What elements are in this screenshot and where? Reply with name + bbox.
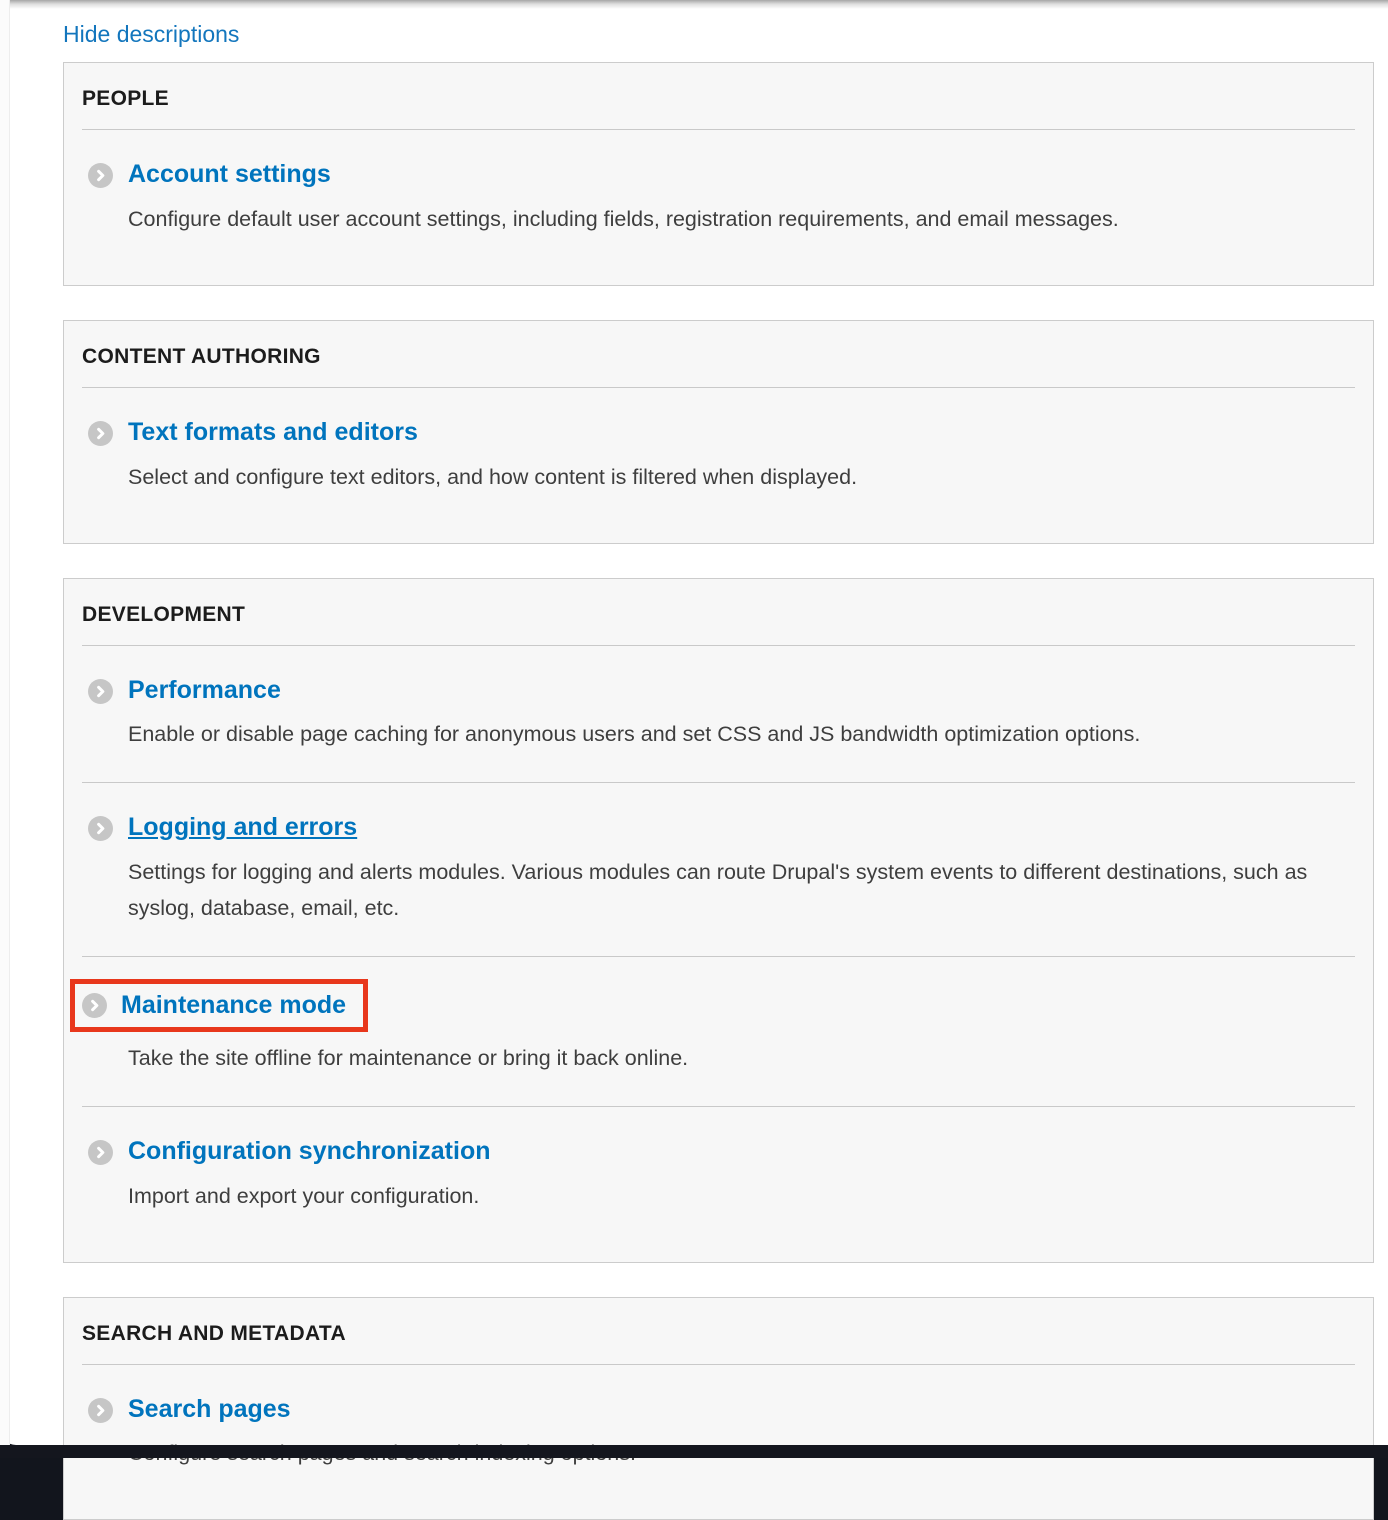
section-search-and-metadata xyxy=(63,1297,1374,1520)
item-body xyxy=(128,1395,1355,1472)
item-body xyxy=(128,418,1355,495)
config-item-account-settings xyxy=(82,130,1355,285)
text-formats-description: Select and configure text editors, and how content is filtered when displayed. xyxy=(128,459,1308,495)
hide-descriptions-link[interactable]: Hide descriptions xyxy=(63,21,239,48)
item-body xyxy=(128,160,1355,237)
chevron-right-circle-icon xyxy=(88,1398,113,1423)
section-people xyxy=(63,62,1374,286)
maintenance-mode-link[interactable]: Maintenance mode xyxy=(121,991,346,1020)
chevron-right-circle-icon xyxy=(88,421,113,446)
config-item-search-pages xyxy=(82,1365,1355,1520)
section-title: SEARCH AND METADATA xyxy=(82,1298,1355,1365)
chevron-right-circle-icon xyxy=(88,163,113,188)
chevron-right-circle-icon xyxy=(88,679,113,704)
item-body xyxy=(128,813,1355,926)
section-development xyxy=(63,578,1374,1263)
performance-link[interactable]: Performance xyxy=(128,676,281,705)
maintenance-mode-description: Take the site offline for maintenance or bring it back online. xyxy=(128,1040,1308,1076)
item-body xyxy=(128,676,1355,753)
logging-and-errors-link[interactable]: Logging and errors xyxy=(128,813,357,842)
section-title: CONTENT AUTHORING xyxy=(82,321,1355,388)
configuration-synchronization-description: Import and export your configuration. xyxy=(128,1178,1308,1214)
config-item-logging-and-errors xyxy=(82,782,1355,956)
config-item-performance xyxy=(82,646,1355,783)
config-item-maintenance-mode xyxy=(82,956,1355,1106)
section-title: DEVELOPMENT xyxy=(82,579,1355,646)
chevron-right-circle-icon xyxy=(88,1140,113,1165)
section-content-authoring xyxy=(63,320,1374,544)
performance-description: Enable or disable page caching for anonymous users and set CSS and JS bandwidth optimization options. xyxy=(128,716,1308,752)
window-bottom-edge xyxy=(0,1445,1388,1458)
search-pages-link[interactable]: Search pages xyxy=(128,1395,291,1424)
page-content xyxy=(0,9,1388,1520)
chevron-right-circle-icon xyxy=(82,993,107,1018)
config-item-text-formats xyxy=(82,388,1355,543)
account-settings-link[interactable]: Account settings xyxy=(128,160,331,189)
account-settings-description: Configure default user account settings, including fields, registration requirements, and email messages. xyxy=(128,201,1308,237)
text-formats-and-editors-link[interactable]: Text formats and editors xyxy=(128,418,418,447)
toolbar-shadow xyxy=(0,0,1388,9)
configuration-synchronization-link[interactable]: Configuration synchronization xyxy=(128,1137,491,1166)
logging-and-errors-description: Settings for logging and alerts modules. Various modules can route Drupal's system events to different destinations, such as syslog, database, email, etc. xyxy=(128,854,1308,926)
chevron-right-circle-icon xyxy=(88,816,113,841)
config-item-configuration-synchronization xyxy=(82,1106,1355,1262)
section-title: PEOPLE xyxy=(82,63,1355,130)
maintenance-mode-highlight-box xyxy=(70,979,368,1032)
item-body xyxy=(128,1137,1355,1214)
